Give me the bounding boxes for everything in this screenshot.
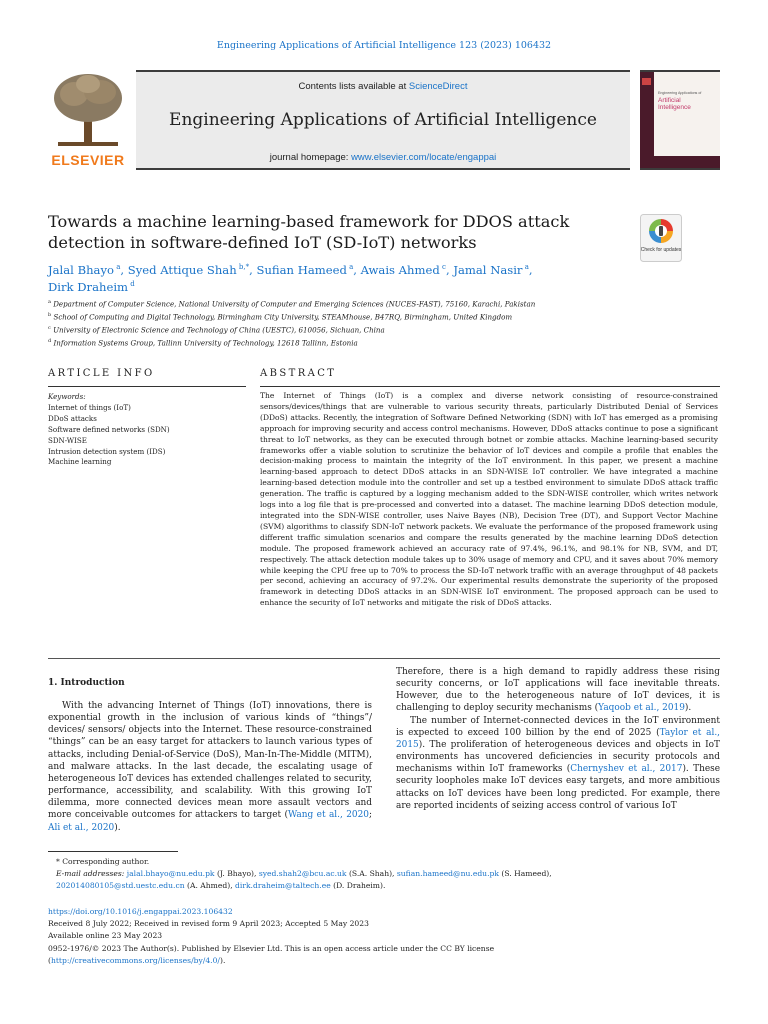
license-close: ). — [219, 955, 226, 965]
email-owner: (J. Bhayo), — [214, 869, 259, 879]
keywords-label: Keywords: — [48, 392, 86, 401]
keyword-list — [48, 403, 246, 468]
author-affiliation-mark[interactable]: b,* — [236, 263, 250, 272]
doi-link[interactable]: https://doi.org/10.1016/j.engappai.2023.106432 — [48, 907, 233, 916]
keyword-item: DDoS attacks — [48, 413, 97, 423]
author-affiliation-mark[interactable]: c — [439, 263, 446, 272]
contents-prefix: Contents lists available at — [298, 81, 409, 92]
publication-info — [48, 906, 720, 967]
author-name[interactable]: Sufian Hameed — [256, 263, 347, 277]
email-link[interactable]: jalal.bhayo@nu.edu.pk — [126, 869, 215, 879]
author-separator: , — [249, 263, 257, 277]
journal-masthead — [48, 70, 720, 170]
received-dates: Received 8 July 2022; Received in revised form 9 April 2023; Accepted 5 May 2023 — [48, 919, 369, 929]
article-info-rule — [48, 386, 246, 387]
affiliations — [48, 297, 688, 349]
sciencedirect-link[interactable]: ScienceDirect — [408, 81, 468, 92]
intro-p3-text-b: ). The proliferation of heterogeneous devices and objects in IoT environments has uncovered deficiencies in security protocols and mechanisms within IoT frameworks ( — [396, 739, 720, 775]
license-link[interactable]: http://creativecommons.org/licenses/by/4.0/ — [50, 955, 220, 965]
cover-text-1: Engineering Applications of — [658, 91, 702, 95]
intro-paragraph-2 — [396, 666, 720, 715]
abstract-heading: ABSTRACT — [260, 368, 337, 379]
author-name[interactable]: Jalal Bhayo — [48, 263, 115, 277]
abstract-bottom-rule — [48, 658, 720, 659]
keyword-item: SDN-WISE — [48, 435, 87, 445]
license-line — [48, 955, 720, 967]
abstract-rule — [260, 386, 720, 387]
intro-p2-end: ). — [684, 703, 692, 714]
email-link[interactable]: syed.shah2@bcu.ac.uk — [258, 869, 347, 879]
license-text: 0952-1976/© 2023 The Author(s). Published by Elsevier Ltd. This is an open access article under the CC BY license — [48, 943, 495, 953]
email-owner: (D. Draheim). — [330, 881, 386, 891]
intro-p1-end: ). — [114, 822, 121, 833]
homepage-line — [136, 152, 630, 163]
affiliation-item — [48, 336, 688, 349]
article-info-heading: ARTICLE INFO — [48, 368, 155, 379]
journal-homepage-link[interactable]: www.elsevier.com/locate/engappai — [351, 152, 497, 163]
email-owner: (S.A. Shah), — [346, 869, 397, 879]
intro-p2-text: Therefore, there is a high demand to rapidly address these rising security concerns, or IoT applications will face inevitable threats. However, due to the heterogeneous nature of IoT devices, it is challenging to deploy security mechanisms ( — [396, 667, 720, 714]
ref-ali-2020[interactable]: Ali et al., 2020 — [48, 822, 115, 833]
keyword-item: Internet of things (IoT) — [48, 402, 131, 412]
affiliation-mark: c — [48, 324, 51, 331]
affiliation-mark: a — [48, 299, 51, 305]
affiliation-item — [48, 323, 688, 336]
affiliation-text: University of Electronic Science and Technology of China (UESTC), 610056, Sichuan, China — [50, 325, 385, 335]
intro-right-column — [396, 666, 720, 812]
author-affiliation-mark[interactable]: a — [522, 263, 529, 272]
author-name[interactable]: Syed Attique Shah — [127, 263, 237, 277]
journal-cover-thumbnail[interactable] — [640, 70, 720, 170]
ref-yaqoob-2019[interactable]: Yaqoob et al., 2019 — [598, 703, 685, 714]
affiliation-item — [48, 310, 688, 323]
author-separator: , — [528, 263, 533, 277]
intro-p3-text-a: The number of Internet-connected devices in the IoT environment is expected to exceed 100 billion by the end of 2025 ( — [396, 715, 720, 738]
author-separator: , — [353, 263, 361, 277]
affiliation-item — [48, 297, 688, 310]
author-affiliation-mark[interactable]: d — [128, 280, 135, 289]
introduction-heading: 1. Introduction — [48, 678, 125, 688]
affiliation-mark: b — [48, 311, 52, 318]
author-name[interactable]: Dirk Draheim — [48, 280, 129, 294]
contents-line — [136, 81, 630, 92]
license-open: ( — [48, 955, 51, 965]
cover-text-2: Artificial — [658, 97, 681, 104]
available-online: Available online 23 May 2023 — [48, 931, 163, 941]
affiliation-text: Department of Computer Science, National University of Computer and Emerging Sciences (NUCES-FAST), 75160, Karachi, Pakistan — [50, 299, 536, 309]
elsevier-wordmark: ELSEVIER — [51, 152, 125, 168]
ref-wang-2020[interactable]: Wang et al., 2020 — [288, 810, 369, 821]
abstract-text: The Internet of Things (IoT) is a complex and diverse network consisting of resource-constrained sensors/devices/things that are vulnerable to various security threats, particularly Distributed Denial of Services (DDoS) attacks. Recently, the integration of Software Defined Networking (SDN) with IoT has emerged as a promising approach for improving security and access control mechanisms. However, DDoS attacks continue to pose a significant threat to IoT networks, as they can be executed through botnet or zombie attacks. Machine learning-based security frameworks offer a viable solution to scrutinize the behavior of IoT devices and compile a profile that enables the decision-making process to maintain the integrity of the IoT environment. In this paper, we present a machine learning-based approach to detect DDoS attacks in an SDN-WISE IoT controller. We have integrated a machine learning-based detection module into the controller and set up a testbed environment to simulate DDoS attack traffic generation. The traffic is captured by a logging mechanism added to the SDN-WISE controller, which writes network logs into a log file that is pre-processed and converted into a dataset. The machine learning DDoS detection module, integrated into the SDN-WISE controller, uses Naive Bayes (NB), Decision Tree (DT), and Support Vector Machine (SVM) algorithms to classify SDN-IoT network packets. We evaluate the performance of the proposed framework using different traffic simulation scenarios and compare the results generated by the machine learning DDoS detection module. The proposed framework achieved an accuracy rate of 97.4%, 96.1%, and 98.1% for NB, SVM, and DT, respectively. The attack detection module takes up to 30% usage of memory and CPU, and it saves about 70% memory while keeping the CPU free up to 70% to process the SD-IoT network traffic with an average throughput of 48 packets per second, achieving an accuracy of 97.2%. Our experimental results demonstrate the superiority of the proposed framework in detecting DDoS attacks in an SDN-WISE IoT environment. The proposed approach can be used to enhance the security of IoT networks and mitigate the risk of DDoS attacks. — [260, 391, 718, 608]
keyword-item: Intrusion detection system (IDS) — [48, 446, 166, 456]
crossmark-icon[interactable] — [640, 214, 682, 262]
cover-text-3: Intelligence — [658, 104, 691, 111]
affiliation-text: School of Computing and Digital Technology, Birmingham City University, STEAMhouse, B47RQ, Birmingham, United Kingdom — [51, 312, 513, 322]
intro-p3-text-c: ). These security loopholes make IoT devices easy targets, and more ambitious attacks on IoT devices have been long predicted. For example, there are reported incidents of seizing access control of various IoT — [396, 764, 720, 811]
email-link[interactable]: sufian.hameed@nu.edu.pk — [396, 869, 499, 879]
ref-taylor-2015[interactable]: Taylor et al., 2015 — [396, 727, 720, 750]
author-affiliation-mark[interactable]: a — [346, 263, 354, 272]
journal-title: Engineering Applications of Artificial Intelligence — [169, 110, 597, 130]
author-name[interactable]: Awais Ahmed — [360, 263, 440, 277]
crossmark-label: Check for updates — [640, 247, 682, 253]
article-title: Towards a machine learning-based framework for DDOS attack detection in software-defined IoT (SD-IoT) networks — [48, 212, 570, 252]
email-link[interactable]: dirk.draheim@taltech.ee — [235, 881, 331, 891]
affiliation-text: Information Systems Group, Tallinn University of Technology, 12618 Tallinn, Estonia — [51, 338, 358, 348]
affiliation-mark: d — [48, 337, 52, 344]
email-link[interactable]: 202014080105@std.uestc.edu.cn — [56, 881, 185, 891]
author-list — [48, 262, 648, 296]
intro-p1-sep: ; — [369, 810, 373, 821]
journal-citation-link[interactable]: Engineering Applications of Artificial Intelligence 123 (2023) 106432 — [216, 40, 552, 51]
intro-paragraph-1 — [48, 700, 372, 834]
author-separator: , — [445, 263, 454, 277]
footnotes — [48, 856, 720, 893]
ref-chernyshev-2017[interactable]: Chernyshev et al., 2017 — [570, 764, 683, 775]
email-label: E-mail addresses: — [56, 869, 125, 879]
email-addresses — [48, 868, 720, 892]
keyword-item: Software defined networks (SDN) — [48, 424, 170, 434]
author-separator: , — [120, 263, 128, 277]
masthead-band — [136, 70, 630, 170]
author-affiliation-mark[interactable]: a — [114, 263, 121, 272]
email-owner: (A. Ahmed), — [184, 881, 236, 891]
footnote-rule — [48, 851, 178, 852]
intro-paragraph-3 — [396, 715, 720, 812]
intro-p1-text: With the advancing Internet of Things (IoT) innovations, there is exponential growth in the inclusion of various kinds of “things”/ devices/ sensors/ objects into the Internet. These resource-constrained “things” can be an easy target for attackers to launch various types of attacks, including Denial-of-Service (DoS), Man-In-The-Middle (MITM), and malware attacks. In the last decade, the escalating usage of heterogeneous IoT devices has extended challenges related to security, performance, accessibility, and scalability. With this growing IoT dilemma, more connected devices mean more assault vectors and more conceivable outcomes for attackers to target ( — [48, 701, 372, 821]
email-owner: (S. Hameed), — [498, 869, 552, 879]
corresponding-author-note: * Corresponding author. — [56, 857, 150, 866]
keyword-item: Machine learning — [48, 457, 112, 467]
homepage-prefix: journal homepage: — [269, 152, 352, 163]
author-name[interactable]: Jamal Nasir — [453, 263, 523, 277]
keywords-block — [48, 392, 246, 468]
